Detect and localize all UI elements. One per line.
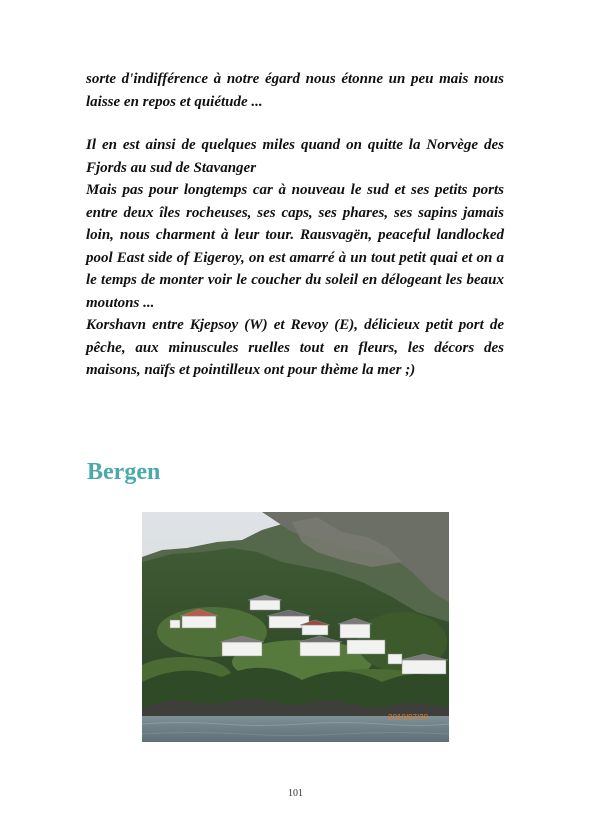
- text-block-main: [86, 134, 504, 382]
- photo-illustration: [142, 512, 449, 742]
- bergen-photo: [142, 512, 449, 742]
- paragraph: Korshavn entre Kjepsoy (W) et Revoy (E), délicieux petit port de pêche, aux minuscules ruelles tout en fleurs, les décors des maisons, naïfs et pointilleux ont pour thème la mer ;): [86, 317, 504, 378]
- page-number: 101: [288, 788, 303, 799]
- text-block-top: [86, 68, 504, 113]
- date-stamp: 2010/07/28: [388, 713, 429, 722]
- section-heading: Bergen: [87, 459, 161, 485]
- paragraph: sorte d'indifférence à notre égard nous étonne un peu mais nous laisse en repos et quiétude ...: [86, 71, 504, 110]
- paragraph: Il en est ainsi de quelques miles quand on quitte la Norvège des Fjords au sud de Stavanger: [86, 137, 504, 176]
- paragraph: Mais pas pour longtemps car à nouveau le sud et ses petits ports entre deux îles rocheuses, ses caps, ses phares, ses sapins jamais loin, nous charment à leur tour. Rausvagën, peaceful landlocked pool East side of Eigeroy, on est amarré à un tout petit quai et on a le temps de monter voir le coucher du soleil en délogeant les beaux moutons ...: [86, 182, 504, 311]
